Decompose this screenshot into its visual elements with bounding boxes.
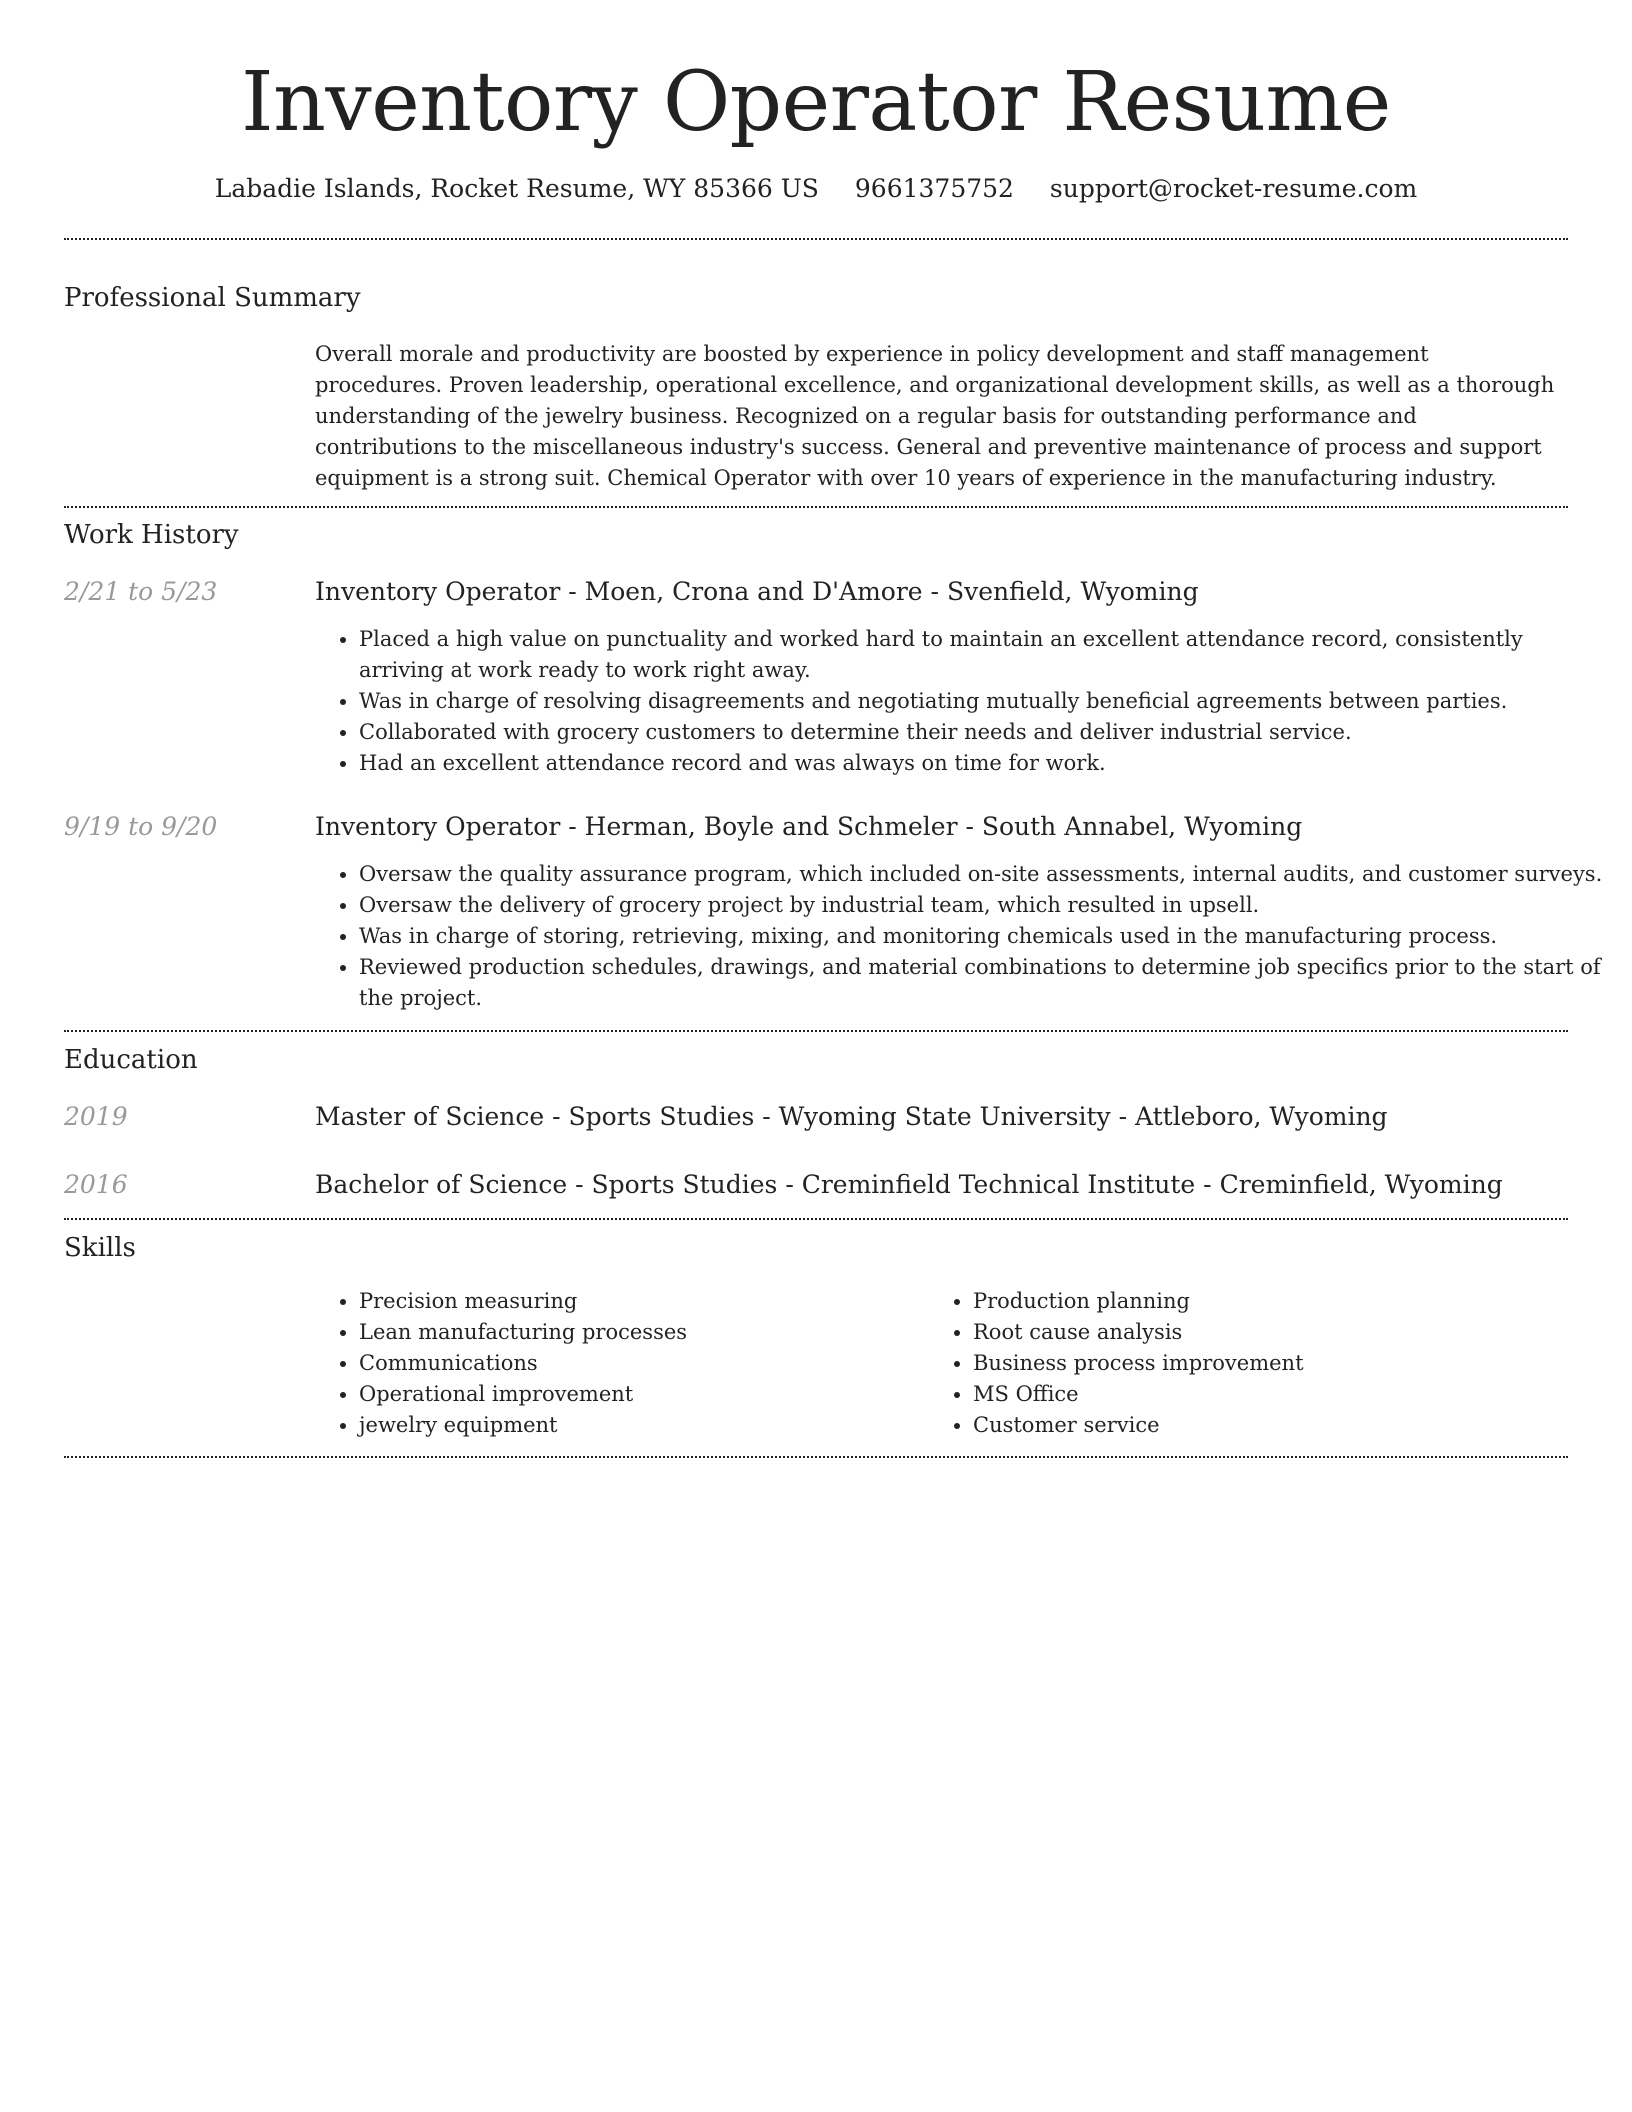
work-history-heading: Work History xyxy=(64,520,239,550)
skill-item: • Business process improvement xyxy=(973,1348,1533,1379)
summary-heading: Professional Summary xyxy=(64,283,361,313)
list-item: • Oversaw the delivery of grocery project by industrial team, which resulted in upsell. xyxy=(359,890,1604,921)
skill-item: • Operational improvement xyxy=(359,1379,919,1410)
contact-line xyxy=(0,168,1632,210)
resume-title: Inventory Operator Resume xyxy=(241,55,1391,150)
skills-heading: Skills xyxy=(64,1233,136,1263)
job-bullets xyxy=(315,859,1604,1014)
job-heading xyxy=(315,573,1199,611)
section-divider xyxy=(64,238,1568,240)
list-item: • Oversaw the quality assurance program, which included on-site assessments, internal audits, and customer surveys. xyxy=(359,859,1604,890)
skill-item: • Lean manufacturing processes xyxy=(359,1317,919,1348)
job-heading xyxy=(315,808,1302,846)
list-item: • Reviewed production schedules, drawings, and material combinations to determine job specifics prior to the start of the project. xyxy=(359,952,1604,1014)
list-item: • Was in charge of storing, retrieving, mixing, and monitoring chemicals used in the manufacturing process. xyxy=(359,921,1604,952)
section-divider xyxy=(64,506,1568,508)
skills-list-left xyxy=(315,1286,919,1441)
skill-item: • Customer service xyxy=(973,1410,1533,1441)
skill-item: • Communications xyxy=(359,1348,919,1379)
education-year: 2019 xyxy=(64,1102,128,1131)
skill-item: • MS Office xyxy=(973,1379,1533,1410)
skill-item: • Production planning xyxy=(973,1286,1533,1317)
job-employer-location: - Moen, Crona and D'Amore - Svenfield, Wyoming xyxy=(560,577,1199,606)
education-degree: Bachelor of Science - Sports Studies - Creminfield Technical Institute - Creminfield, Wyoming xyxy=(315,1170,1503,1199)
summary-text: Overall morale and productivity are boosted by experience in policy development and staff management procedures. Proven leadership, operational excellence, and organizational development skills, as well as a thorough understanding of the jewelry business. Recognized on a regular basis for outstanding performance and contributions to the miscellaneous industry's success. General and preventive maintenance of process and support equipment is a strong suit. Chemical Operator with over 10 years of experience in the manufacturing industry. xyxy=(315,342,1555,490)
skills-list-right xyxy=(929,1286,1533,1441)
job-bullets xyxy=(315,624,1604,779)
list-item: • Was in charge of resolving disagreements and negotiating mutually beneficial agreements between parties. xyxy=(359,686,1604,717)
education-heading: Education xyxy=(64,1045,198,1075)
education-year: 2016 xyxy=(64,1170,128,1199)
contact-email: support@rocket-resume.com xyxy=(1049,174,1418,203)
list-item: • Collaborated with grocery customers to determine their needs and deliver industrial service. xyxy=(359,717,1604,748)
education-degree: Master of Science - Sports Studies - Wyoming State University - Attleboro, Wyoming xyxy=(315,1102,1388,1131)
section-divider xyxy=(64,1456,1568,1458)
job-employer-location: - Herman, Boyle and Schmeler - South Annabel, Wyoming xyxy=(560,812,1303,841)
job-dates: 2/21 to 5/23 xyxy=(64,577,218,606)
job-title: Inventory Operator xyxy=(315,577,561,606)
skill-item: • jewelry equipment xyxy=(359,1410,919,1441)
job-title: Inventory Operator xyxy=(315,812,561,841)
list-item: • Placed a high value on punctuality and worked hard to maintain an excellent attendance record, consistently arriving at work ready to work right away. xyxy=(359,624,1604,686)
contact-address: Labadie Islands, Rocket Resume, WY 85366 US xyxy=(214,174,819,203)
contact-phone: 9661375752 xyxy=(854,174,1014,203)
skill-item: • Root cause analysis xyxy=(973,1317,1533,1348)
section-divider xyxy=(64,1030,1568,1032)
list-item: • Had an excellent attendance record and was always on time for work. xyxy=(359,748,1604,779)
job-dates: 9/19 to 9/20 xyxy=(64,812,218,841)
skill-item: • Precision measuring xyxy=(359,1286,919,1317)
section-divider xyxy=(64,1218,1568,1220)
